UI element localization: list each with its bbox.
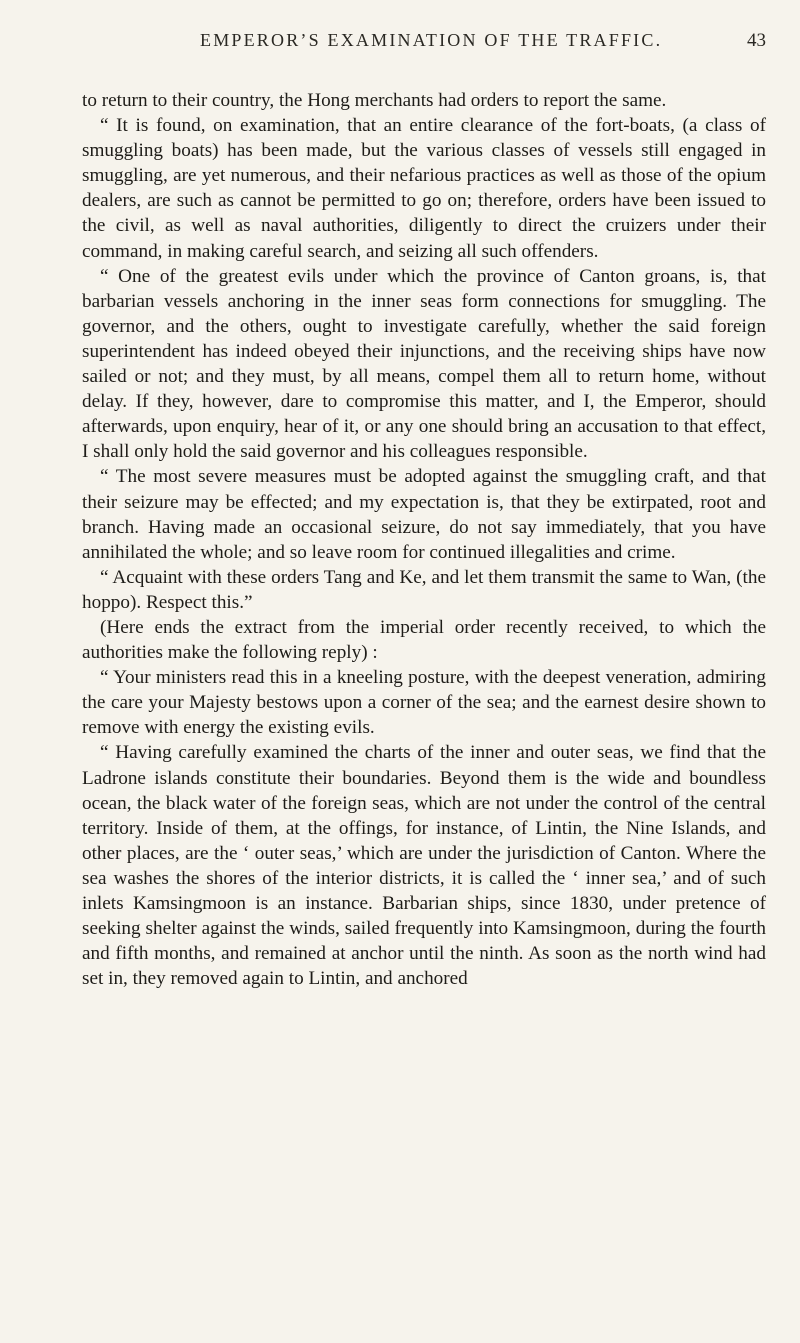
paragraph-extract-note: (Here ends the extract from the imperial order recently received, to which the authorities make the following reply) : <box>82 616 766 664</box>
paragraph-ministers-reply: “ Your ministers read this in a kneeling posture, with the deepest veneration, admiring the care your Majesty bestows upon a corner of the sea; and the earnest desire shown to remove with energy the existing evils. <box>82 667 766 739</box>
body-text <box>82 88 766 991</box>
paragraph-clearance-of-fort-boats: “ It is found, on examination, that an entire clearance of the fort-boats, (a class of smuggling boats) has been made, but the various classes of vessels still engaged in smuggling, are yet numerous, and their nefarious practices as well as those of the opium dealers, are such as cannot be permitted to go on; therefore, orders have been issued to the civil, as well as naval authorities, diligently to direct the cruizers under their command, in making careful search, and seizing all such offenders. <box>82 115 766 262</box>
paragraph-continuation: to return to their country, the Hong merchants had orders to report the same. <box>82 90 667 111</box>
running-title: EMPEROR’S EXAMINATION OF THE TRAFFIC. <box>200 30 663 50</box>
running-head <box>82 30 766 58</box>
paragraph-greatest-evils: “ One of the greatest evils under which the province of Canton groans, is, that barbarian vessels anchoring in the inner seas form connections for smuggling. The governor, and the others, ought to investigate carefully, whether the said foreign superintendent has indeed obeyed their injunctions, and the receiving ships have now sailed or not; and they must, by all means, compel them all to return home, without delay. If they, however, dare to compromise this matter, and I, the Emperor, should afterwards, upon enquiry, hear of it, or any one should bring an accusation to that effect, I shall only hold the said governor and his colleagues responsible. <box>82 265 766 463</box>
paragraph-acquaint-orders: “ Acquaint with these orders Tang and Ke, and let them transmit the same to Wan, (the hoppo). Respect this.” <box>82 566 766 613</box>
paragraph-severe-measures: “ The most severe measures must be adopted against the smuggling craft, and that their seizure may be effected; and my expectation is, that they be extirpated, root and branch. Having made an occasional seizure, do not say immediately, that you have annihilated the whole; and so leave room for continued illegalities and crime. <box>82 466 766 563</box>
paragraph-charts-examined: “ Having carefully examined the charts of the inner and outer seas, we find that the Ladrone islands constitute their boundaries. Beyond them is the wide and boundless ocean, the black water of the foreign seas, which are not under the control of the central territory. Inside of them, at the offings, for instance, of Lintin, the Nine Islands, and other places, are the ‘ outer seas,’ which are under the jurisdiction of Canton. Where the sea washes the shores of the interior districts, it is called the ‘ inner sea,’ and of such inlets Kamsingmoon is an instance. Barbarian ships, since 1830, under pretence of seeking shelter against the winds, sailed frequently into Kamsingmoon, during the fourth and fifth months, and remained at anchor until the ninth. As soon as the north wind had set in, they removed again to Lintin, and anchored <box>82 742 766 990</box>
page-number: 43 <box>747 30 766 51</box>
